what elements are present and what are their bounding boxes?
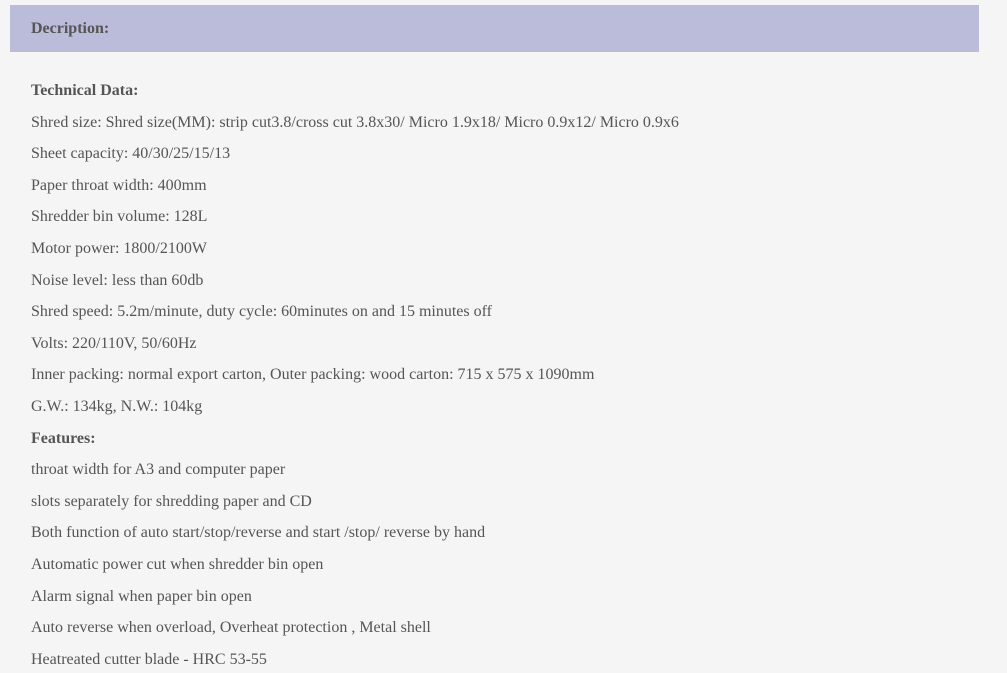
spec-shred-size: Shred size: Shred size(MM): strip cut3.8/cross cut 3.8x30/ Micro 1.9x18/ Micro 0.9x12/ Micro 0.9x6 xyxy=(31,113,679,131)
technical-data-heading: Technical Data: xyxy=(31,82,139,99)
feature-item: Both function of auto start/stop/reverse and start /stop/ reverse by hand xyxy=(31,524,486,542)
spec-sheet-capacity: Sheet capacity: 40/30/25/15/13 xyxy=(31,145,231,163)
spec-volts: Volts: 220/110V, 50/60Hz xyxy=(31,334,197,352)
feature-item: Automatic power cut when shredder bin open xyxy=(31,555,324,573)
description-content xyxy=(31,75,991,673)
description-header xyxy=(10,5,979,52)
spec-noise-level: Noise level: less than 60db xyxy=(31,271,204,289)
feature-item: slots separately for shredding paper and CD xyxy=(31,492,312,510)
spec-bin-volume: Shredder bin volume: 128L xyxy=(31,208,208,226)
spec-weight: G.W.: 134kg, N.W.: 104kg xyxy=(31,397,203,415)
features-heading: Features: xyxy=(31,429,96,447)
section-title: Decription: xyxy=(31,19,110,37)
feature-item: Auto reverse when overload, Overheat protection , Metal shell xyxy=(31,619,431,637)
spec-motor-power: Motor power: 1800/2100W xyxy=(31,239,207,257)
feature-item: throat width for A3 and computer paper xyxy=(31,461,286,479)
feature-item: Heatreated cutter blade - HRC 53-55 xyxy=(31,650,267,668)
spec-shred-speed: Shred speed: 5.2m/minute, duty cycle: 60minutes on and 15 minutes off xyxy=(31,303,492,321)
spec-packing: Inner packing: normal export carton, Outer packing: wood carton: 715 x 575 x 1090mm xyxy=(31,366,595,384)
feature-item: Alarm signal when paper bin open xyxy=(31,587,252,605)
spec-throat-width: Paper throat width: 400mm xyxy=(31,176,207,194)
